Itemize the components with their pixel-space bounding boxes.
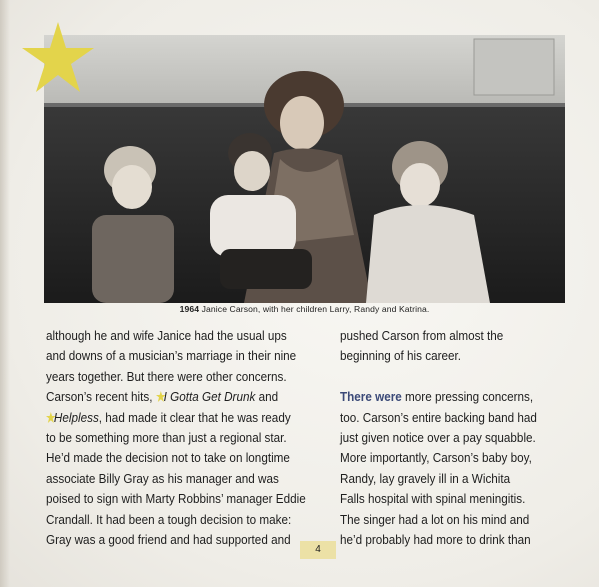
binding-edge	[0, 0, 10, 587]
text-line: More importantly, Carson’s baby boy,	[340, 450, 532, 466]
family-photo	[44, 35, 565, 303]
text-segment: and	[255, 389, 279, 405]
text-column-left	[46, 326, 306, 550]
text-segment: , had made it clear that he was ready	[98, 409, 291, 425]
paragraph-gap	[340, 367, 556, 387]
text-line: although he and wife Janice had the usual ups	[46, 328, 287, 343]
text-line: Gray was a good friend and had supported and	[46, 532, 291, 548]
text-line: years together. But there were other concerns.	[46, 368, 287, 384]
paragraph-lead-in: There were	[340, 389, 402, 405]
text-line: poised to sign with Marty Robbins’ manager Eddie	[46, 491, 306, 507]
text-line: Crandall. It had been a tough decision to make:	[46, 511, 292, 527]
text-segment: Carson’s recent hits,	[46, 389, 156, 405]
text-line: pushed Carson from almost the	[340, 328, 504, 343]
text-segment: more pressing concerns,	[401, 389, 534, 405]
page-number: 4	[300, 541, 336, 559]
text-line: associate Billy Gray as his manager and was	[46, 470, 279, 486]
text-line: beginning of his career.	[340, 348, 461, 364]
text-line: too. Carson’s entire backing band had	[340, 409, 537, 425]
text-line	[340, 387, 556, 407]
text-line: Randy, lay gravely ill in a Wichita	[340, 470, 511, 486]
text-line: to be something more than just a regional star.	[46, 430, 287, 446]
text-line: He’d made the decision not to take on longtime	[46, 450, 290, 466]
text-line	[46, 387, 297, 407]
text-line: The singer had a lot on his mind and	[340, 511, 530, 527]
text-line: just given notice over a pay squabble.	[340, 430, 536, 446]
text-line: he’d probably had more to drink than	[340, 532, 531, 548]
text-line	[46, 408, 297, 428]
decorative-star-icon	[22, 22, 94, 94]
song-title-1: I Gotta Get Drunk	[163, 389, 256, 405]
song-title-2: Helpless	[53, 409, 99, 425]
text-column-right	[340, 326, 556, 550]
photo-caption	[44, 304, 565, 314]
text-line: Falls hospital with spinal meningitis.	[340, 491, 526, 507]
caption-text: Janice Carson, with her children Larry, Randy and Katrina.	[199, 304, 430, 314]
caption-year: 1964	[179, 304, 200, 314]
photo-figures	[44, 35, 565, 303]
text-line: and downs of a musician’s marriage in their nine	[46, 348, 297, 364]
